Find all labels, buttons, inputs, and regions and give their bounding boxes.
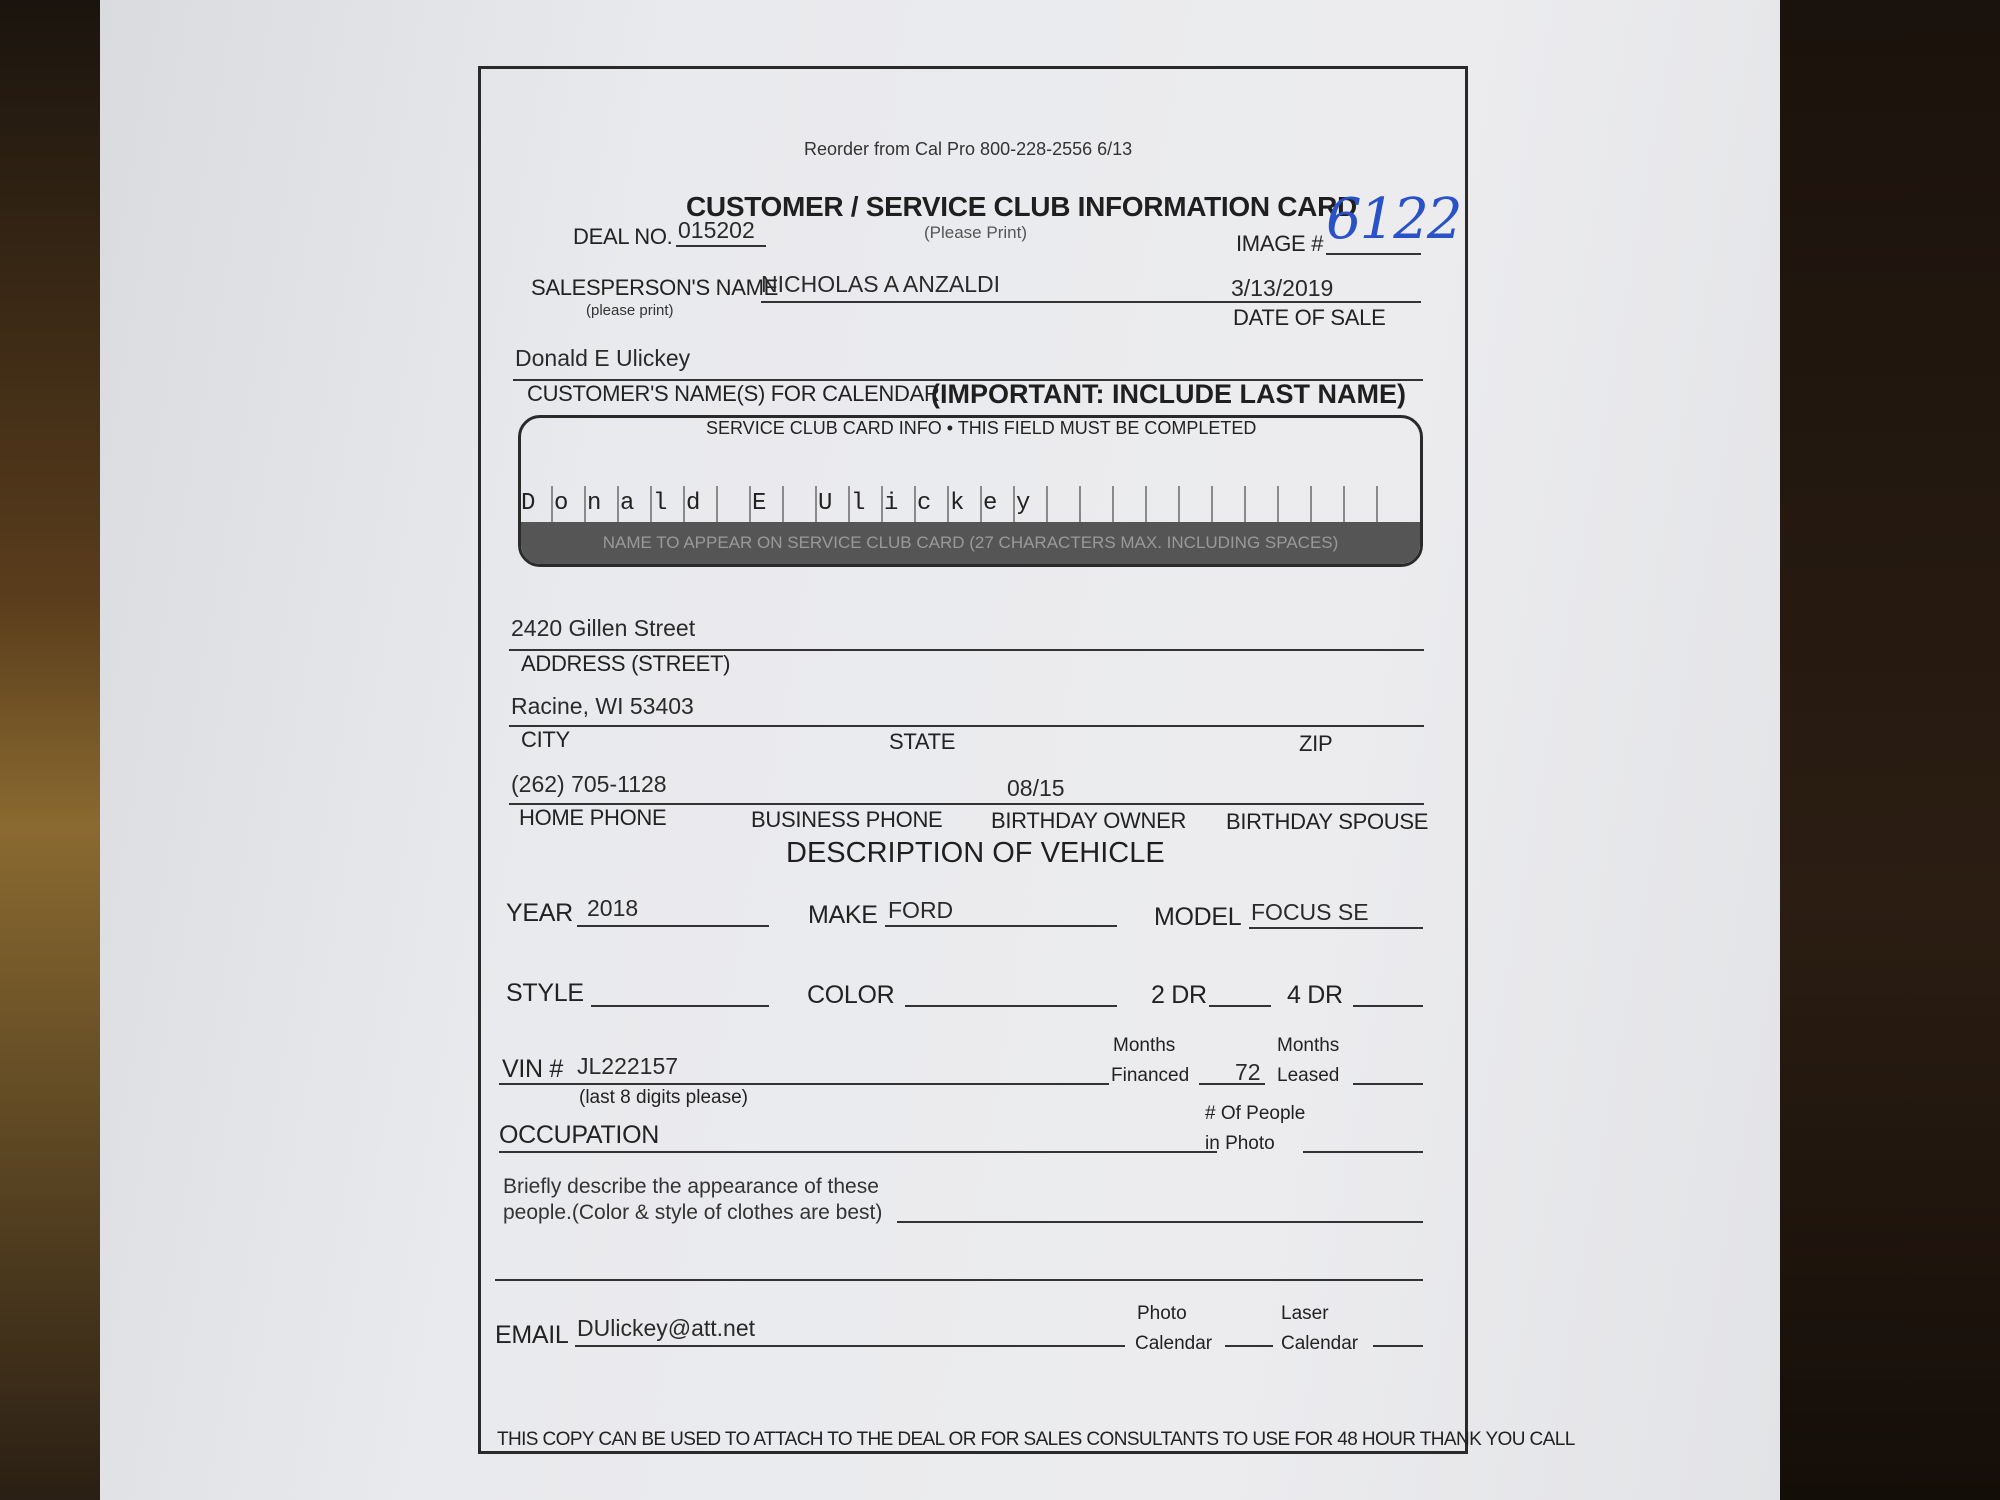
make-label: MAKE (808, 901, 878, 929)
months-leased-label-1: Months (1277, 1035, 1340, 1056)
occupation-label: OCCUPATION (499, 1121, 659, 1149)
service-club-box (518, 415, 1423, 567)
service-club-header: SERVICE CLUB CARD INFO • THIS FIELD MUST BE COMPLETED (706, 418, 1257, 438)
model-label: MODEL (1154, 903, 1242, 931)
months-financed-value[interactable]: 72 (1235, 1059, 1261, 1085)
two-door-label: 2 DR (1151, 981, 1207, 1009)
vehicle-heading: DESCRIPTION OF VEHICLE (786, 837, 1165, 869)
please-print-note: (Please Print) (924, 223, 1027, 242)
salesperson-sub: (please print) (586, 302, 674, 319)
date-of-sale-value[interactable]: 3/13/2019 (1231, 275, 1334, 301)
reorder-text: Reorder from Cal Pro 800-228-2556 6/13 (804, 139, 1133, 159)
birthday-spouse-label: BIRTHDAY SPOUSE (1226, 809, 1429, 834)
months-leased-label-2: Leased (1277, 1065, 1340, 1086)
important-note: (IMPORTANT: INCLUDE LAST NAME) (931, 379, 1406, 409)
make-value[interactable]: FORD (888, 897, 954, 923)
street-value[interactable]: 2420 Gillen Street (511, 615, 696, 641)
business-phone-label: BUSINESS PHONE (751, 807, 943, 832)
describe-text-1: Briefly describe the appearance of these (503, 1175, 879, 1198)
months-financed-label-1: Months (1113, 1035, 1176, 1056)
birthday-owner-label: BIRTHDAY OWNER (991, 808, 1187, 833)
email-value[interactable]: DUlickey@att.net (577, 1315, 756, 1341)
describe-text-2: people.(Color & style of clothes are best) (503, 1201, 883, 1224)
vin-sub: (last 8 digits please) (579, 1087, 748, 1108)
image-no-label: IMAGE # (1236, 231, 1324, 256)
deal-no-label: DEAL NO. (573, 224, 673, 249)
style-label: STYLE (506, 979, 584, 1007)
four-door-label: 4 DR (1287, 981, 1343, 1009)
salesperson-label: SALESPERSON'S NAME (531, 275, 778, 300)
people-in-photo-label-1: # Of People (1205, 1103, 1306, 1124)
information-card (478, 66, 1575, 1454)
state-label: STATE (889, 729, 956, 754)
zip-label: ZIP (1299, 731, 1333, 756)
laser-calendar-label: Calendar (1281, 1333, 1359, 1354)
email-label: EMAIL (495, 1321, 569, 1349)
service-club-footer: NAME TO APPEAR ON SERVICE CLUB CARD (27 CHARACTERS MAX. INCLUDING SPACES) (521, 522, 1420, 564)
birthday-owner-value[interactable]: 08/15 (1007, 775, 1065, 801)
home-phone-label: HOME PHONE (519, 805, 667, 830)
salesperson-value[interactable]: NICHOLAS A ANZALDI (761, 271, 1001, 297)
date-of-sale-label: DATE OF SALE (1233, 305, 1386, 330)
photo-label: Photo (1137, 1303, 1187, 1324)
laser-label: Laser (1281, 1303, 1329, 1324)
vin-label: VIN # (502, 1055, 564, 1083)
deal-no-value[interactable]: 015202 (678, 217, 755, 243)
model-value[interactable]: FOCUS SE (1251, 899, 1369, 925)
color-label: COLOR (807, 981, 895, 1009)
street-label: ADDRESS (STREET) (521, 651, 731, 676)
home-phone-value[interactable]: (262) 705-1128 (511, 771, 667, 797)
footer-note: THIS COPY CAN BE USED TO ATTACH TO THE DEAL OR FOR SALES CONSULTANTS TO USE FOR 48 HOUR THANK YOU CALL (497, 1429, 1575, 1450)
customer-name-label: CUSTOMER'S NAME(S) FOR CALENDAR (527, 381, 940, 406)
image-no-handwritten[interactable]: 6122 (1326, 187, 1461, 252)
vin-value[interactable]: JL222157 (577, 1053, 679, 1079)
city-value[interactable]: Racine, WI 53403 (511, 693, 694, 719)
background-right (1770, 0, 2000, 1500)
customer-name-value[interactable]: Donald E Ulickey (515, 345, 691, 371)
months-financed-label-2: Financed (1111, 1065, 1190, 1086)
photo-calendar-label: Calendar (1135, 1333, 1213, 1354)
year-label: YEAR (506, 899, 573, 927)
year-value[interactable]: 2018 (587, 895, 639, 921)
people-in-photo-label-2: in Photo (1205, 1133, 1275, 1154)
city-label: CITY (521, 727, 570, 752)
form-title: CUSTOMER / SERVICE CLUB INFORMATION CARD (686, 191, 1357, 222)
service-club-name[interactable]: Donald E Ulickey (521, 490, 1050, 517)
